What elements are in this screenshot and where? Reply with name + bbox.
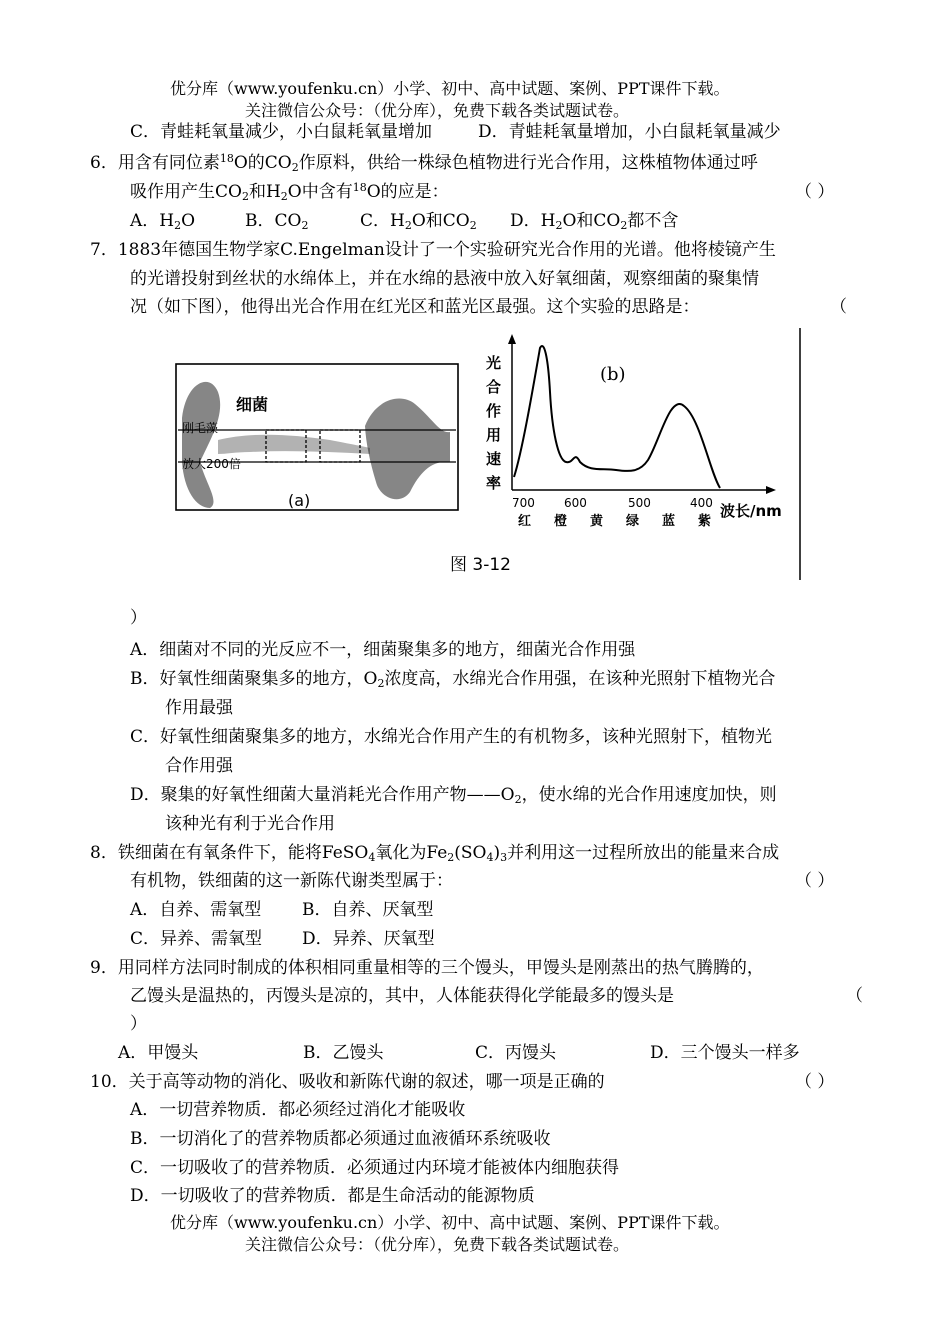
color-violet: 紫 <box>698 514 712 529</box>
color-labels <box>518 513 711 529</box>
q9-paren-open: （ <box>846 986 863 1006</box>
q9-option-c: C．丙馒头 <box>475 1043 557 1063</box>
q10-option-b: B．一切消化了的营养物质都必须通过血液循环系统吸收 <box>130 1129 551 1149</box>
tick-400: 400 <box>690 496 713 510</box>
y-axis-char-1: 合 <box>486 378 502 396</box>
tick-600: 600 <box>564 496 587 510</box>
x-ticks <box>512 496 713 510</box>
q7-option-b-line-1: B．好氧性细菌聚集多的地方，$O_2$浓度高，水绵光合作用强，在该种光照射下植物光合 <box>130 669 776 690</box>
y-axis-char-0: 光 <box>486 354 502 372</box>
bacteria-band <box>218 435 370 454</box>
q6-stem-line-1: 6．用含有同位素$^{18}$O的$CO_2$作原料，供给一株绿色植物进行光合作用，这株植物体通过呼 <box>90 152 758 174</box>
q7-option-c-line-1: C．好氧性细菌聚集多的地方，水绵光合作用产生的有机物多，该种光照射下，植物光 <box>130 727 773 747</box>
bacteria-clusters <box>182 382 450 508</box>
y-axis-char-2: 作 <box>486 402 502 420</box>
figure-caption: 图 3-12 <box>450 555 511 575</box>
header-line-1: 优分库（www.youfenku.cn）小学、初中、高中试题、案例、PPT课件下载。 <box>170 79 730 98</box>
footer-line-2: 关注微信公众号：（优分库），免费下载各类试题试卷。 <box>245 1235 630 1254</box>
q9-stem-line-1: 9．用同样方法同时制成的体积相同重量相等的三个馒头，甲馒头是刚蒸出的热气腾腾的， <box>90 958 764 978</box>
q8-option-a: A．自养、需氧型 <box>130 900 262 920</box>
q5-option-c: C．青蛙耗氧量减少，小白鼠耗氧量增加 <box>130 122 433 142</box>
label-bacteria: 细菌 <box>236 395 269 414</box>
bacteria-cluster-right <box>365 399 450 500</box>
q10-answer-paren: （ ） <box>795 1072 835 1092</box>
q8-option-c: C．异养、需氧型 <box>130 929 263 949</box>
q7-stem-line-1: 7．1883年德国生物学家C.Engelman设计了一个实验研究光合作用的光谱。他将棱镜产生 <box>90 240 776 260</box>
q10-option-d: D．一切吸收了的营养物质．都是生命活动的能源物质 <box>130 1186 535 1206</box>
q8-stem-line-2: 有机物，铁细菌的这一新陈代谢类型属于： <box>130 871 453 891</box>
q9-option-a: A．甲馒头 <box>118 1043 199 1063</box>
q7-option-b-line-2: 作用最强 <box>165 698 233 718</box>
q6-answer-paren: （ ） <box>795 182 835 202</box>
q9-stem-line-2: 乙馒头是温热的，丙馒头是凉的，其中，人体能获得化学能最多的馒头是 <box>130 986 674 1006</box>
q7-stem-line-2: 的光谱投射到丝状的水绵体上，并在水绵的悬液中放入好氧细菌，观察细菌的聚集情 <box>130 269 759 289</box>
q7-option-c-line-2: 合作用强 <box>165 756 233 776</box>
y-axis-char-4: 速 <box>486 450 502 468</box>
y-axis-arrow <box>508 334 516 344</box>
color-yellow: 黄 <box>590 514 604 529</box>
q7-stem-line-3: 况（如下图），他得出光合作用在红光区和蓝光区最强。这个实验的思路是： <box>130 297 700 317</box>
q9-option-d: D．三个馒头一样多 <box>650 1043 800 1063</box>
label-a: (a) <box>288 491 311 510</box>
q7-paren-close: ） <box>130 608 147 628</box>
q6-option-b: B．$CO_2$ <box>245 211 309 232</box>
q6-option-a: A．$H_2O$ <box>130 211 196 232</box>
label-filament: 刚毛藻 <box>182 421 219 435</box>
q6-option-d: D．$H_2O$和$CO_2$都不含 <box>510 211 679 232</box>
q10-option-c: C．一切吸收了的营养物质．必须通过内环境才能被体内细胞获得 <box>130 1158 620 1178</box>
header-line-2: 关注微信公众号：（优分库），免费下载各类试题试卷。 <box>245 101 630 120</box>
tick-500: 500 <box>628 496 651 510</box>
x-axis-arrow <box>766 486 776 494</box>
q7-option-d-line-1: D．聚集的好氧性细菌大量消耗光合作用产物$——O_2$，使水绵的光合作用速度加快，则 <box>130 785 777 806</box>
x-axis-label: 波长/nm <box>720 502 782 520</box>
color-orange: 橙 <box>554 514 568 529</box>
bacteria-cluster-left <box>182 382 220 508</box>
y-axis-char-3: 用 <box>486 426 502 444</box>
figure-svg <box>170 322 810 584</box>
q8-option-b: B．自养、厌氧型 <box>302 900 434 920</box>
y-axis-char-5: 率 <box>486 474 502 492</box>
panel-b <box>486 334 782 529</box>
q6-option-c: C．$H_2O$和$CO_2$ <box>360 211 477 232</box>
label-zoom: 放大200倍 <box>182 457 241 471</box>
q10-option-a: A．一切营养物质．都必须经过消化才能吸收 <box>130 1100 466 1120</box>
q7-option-a: A．细菌对不同的光反应不一，细菌聚集多的地方，细菌光合作用强 <box>130 640 636 660</box>
color-green: 绿 <box>626 514 640 529</box>
footer-line-1: 优分库（www.youfenku.cn）小学、初中、高中试题、案例、PPT课件下载。 <box>170 1213 730 1232</box>
q8-stem-line-1: 8．铁细菌在有氧条件下，能将FeSO$_4$氧化为$Fe_2(SO_4)_3$并利用这一过程所放出的能量来合成 <box>90 843 780 864</box>
figure-3-12 <box>170 322 810 584</box>
q6-stem-line-2: 吸作用产生$CO_2$和$H_2O$中含有$^{18}$O的应是： <box>130 181 449 203</box>
q9-paren-close: ） <box>130 1014 147 1034</box>
color-blue: 蓝 <box>662 514 676 529</box>
q9-option-b: B．乙馒头 <box>303 1043 384 1063</box>
q8-answer-paren: （ ） <box>795 871 835 891</box>
color-red: 红 <box>518 514 532 529</box>
y-axis-label <box>486 354 501 492</box>
q7-paren-open: （ <box>830 297 847 317</box>
label-b: (b) <box>600 364 626 385</box>
tick-700: 700 <box>512 496 535 510</box>
q8-option-d: D．异养、厌氧型 <box>302 929 435 949</box>
q7-option-d-line-2: 该种光有利于光合作用 <box>165 814 335 834</box>
q5-option-d: D．青蛙耗氧量增加，小白鼠耗氧量减少 <box>478 122 781 142</box>
q10-stem: 10．关于高等动物的消化、吸收和新陈代谢的叙述，哪一项是正确的 <box>90 1072 605 1092</box>
